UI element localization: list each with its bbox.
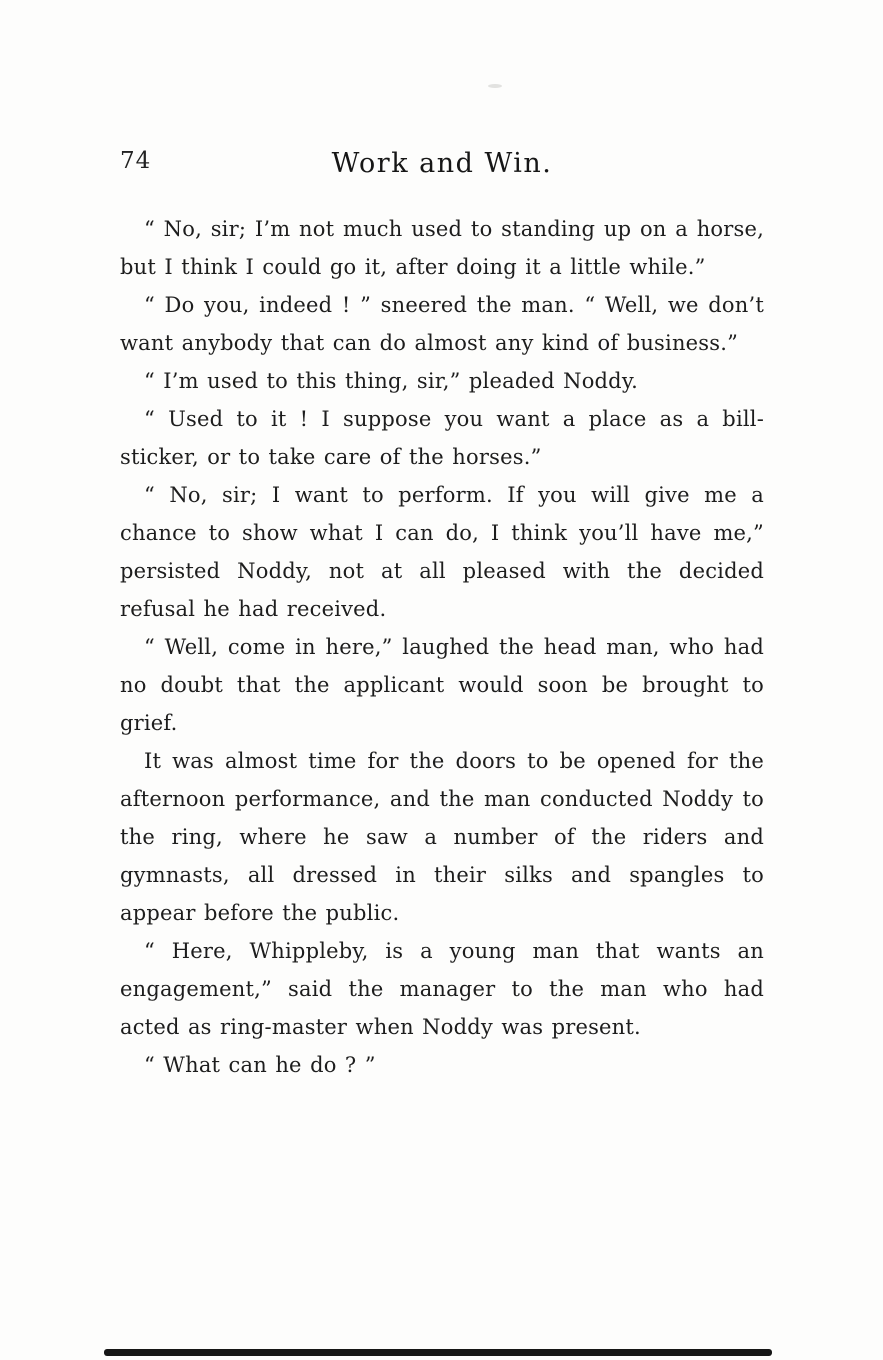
paragraph: “ Do you, indeed ! ” sneered the man. “ Well, we don’t want anybody that can do almost any kind of business.”: [120, 293, 764, 355]
scan-smudge: [488, 84, 502, 88]
text-block: [120, 210, 764, 1084]
page-header: [120, 148, 764, 196]
page-title: Work and Win.: [331, 148, 553, 179]
paragraph: “ No, sir; I’m not much used to standing up on a horse, but I think I could go it, after doing it a little while.”: [120, 217, 764, 279]
paragraph: “ Used to it ! I suppose you want a place as a bill-sticker, or to take care of the horses.”: [120, 407, 764, 469]
page-content: [120, 148, 764, 1084]
paragraph: “ I’m used to this thing, sir,” pleaded Noddy.: [144, 369, 638, 393]
paragraph: “ No, sir; I want to perform. If you will give me a chance to show what I can do, I think you’ll have me,” persisted Noddy, not at all pleased with the decided refusal he had received.: [120, 483, 764, 621]
paragraph: It was almost time for the doors to be opened for the afternoon performance, and the man conducted Noddy to the ring, where he saw a number of the riders and gymnasts, all dressed in their silks and spangles to appear before the public.: [120, 749, 764, 925]
paragraph: “ What can he do ? ”: [144, 1053, 376, 1077]
paragraph: “ Well, come in here,” laughed the head man, who had no doubt that the applicant would soon be brought to grief.: [120, 635, 764, 735]
paragraph: “ Here, Whippleby, is a young man that wants an engagement,” said the manager to the man who had acted as ring-master when Noddy was present.: [120, 939, 764, 1039]
page-edge-shadow: [104, 1349, 772, 1356]
page-number: 74: [120, 148, 152, 174]
